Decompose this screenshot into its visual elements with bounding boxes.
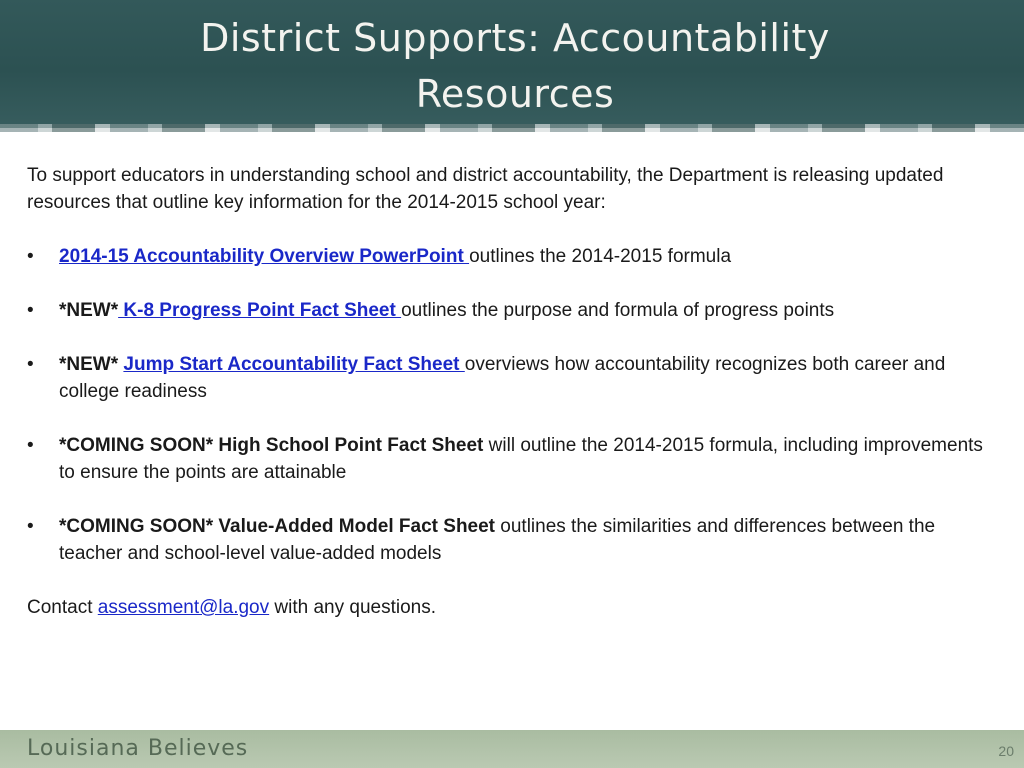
list-item-overview-powerpoint [27,243,997,270]
contact-text-before: Contact [27,597,98,618]
list-item-value-added [27,513,997,567]
brand-logo-text: Louisiana Believes [27,736,249,761]
slide-content [27,162,997,640]
new-label: *NEW* [59,300,119,321]
new-label: *NEW* [59,354,124,375]
list-item-text: outlines the 2014-2015 formula [469,246,732,267]
bullet-icon: • [27,435,34,456]
slide-title-line2: Resources [415,72,615,116]
contact-email-link[interactable]: assessment@la.gov [97,597,270,618]
bullet-icon: • [27,300,34,321]
list-item-progress-point [27,297,997,324]
overview-powerpoint-link[interactable]: 2014-15 Accountability Overview PowerPoint [59,246,470,267]
coming-soon-label: *COMING SOON* Value-Added Model Fact Sheet [59,516,496,537]
footer-bar [0,730,1024,768]
list-item-jump-start [27,351,997,405]
bullet-icon: • [27,516,34,537]
progress-point-fact-sheet-link[interactable]: K-8 Progress Point Fact Sheet [118,300,402,321]
slide-title-line1: District Supports: Accountability [200,16,830,60]
slide-title [110,10,920,122]
bullet-icon: • [27,354,34,375]
bullet-icon: • [27,246,34,267]
jump-start-fact-sheet-link[interactable]: Jump Start Accountability Fact Sheet [123,354,465,375]
list-item-text: outlines the similarities and differences between the teacher and school-level value-added models [59,516,936,564]
contact-text-after: with any questions. [269,597,437,618]
list-item-text: outlines the purpose and formula of progress points [401,300,835,321]
resource-list [27,243,997,567]
header-banner [0,0,1024,128]
list-item-high-school-point [27,432,997,486]
page-number: 20 [998,743,1014,759]
contact-line [27,594,997,621]
intro-paragraph: To support educators in understanding school and district accountability, the Department is releasing updated resources that outline key information for the 2014-2015 school year: [27,165,944,213]
coming-soon-label: *COMING SOON* High School Point Fact Sheet [59,435,484,456]
list-item-text: overviews how accountability recognizes both career and college readiness [59,354,946,402]
list-item-text: will outline the 2014-2015 formula, including improvements to ensure the points are attainable [59,435,983,483]
